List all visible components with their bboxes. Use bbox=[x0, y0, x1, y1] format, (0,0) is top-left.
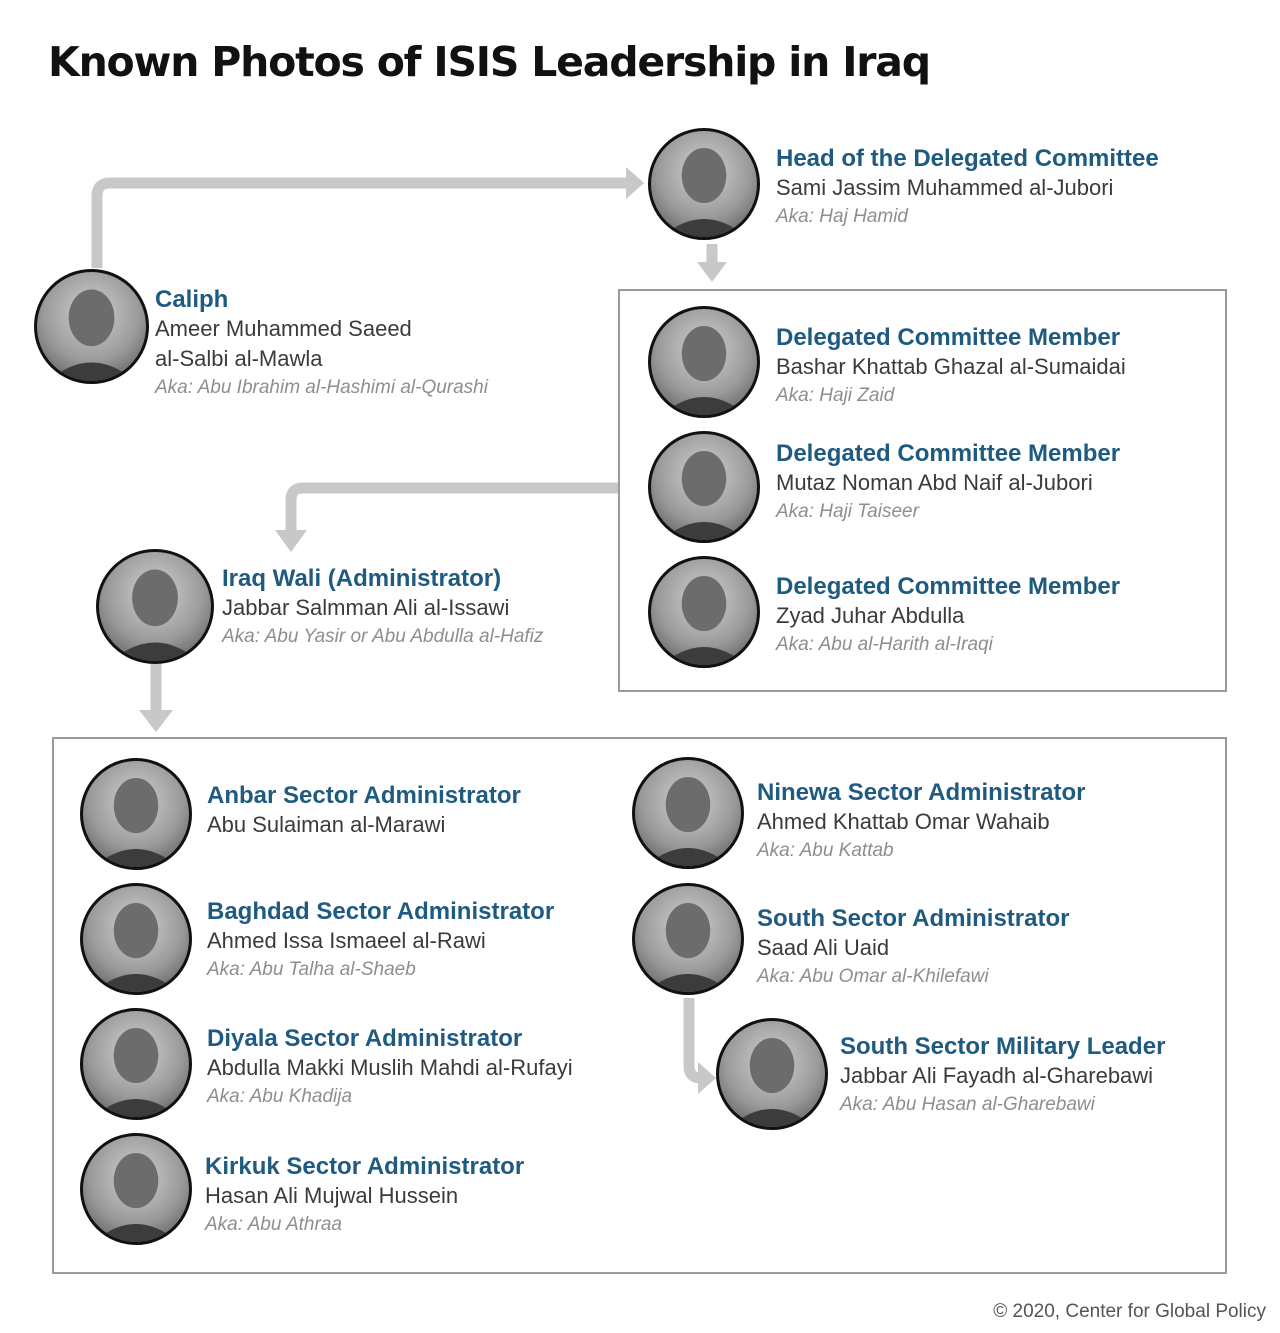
arrowhead-to-committee bbox=[697, 262, 727, 282]
person-name: Jabbar Salmman Ali al-Issawi bbox=[222, 595, 510, 620]
baghdad-photo bbox=[80, 883, 192, 995]
role-label: Kirkuk Sector Administrator bbox=[205, 1153, 525, 1180]
anbar-photo bbox=[80, 758, 192, 870]
portrait-icon bbox=[83, 886, 189, 992]
portrait-icon bbox=[651, 559, 757, 665]
person-name: Bashar Khattab Ghazal al-Sumaidai bbox=[776, 354, 1126, 379]
alias-label: Aka: Abu Athraa bbox=[205, 1214, 342, 1235]
south-photo bbox=[632, 883, 744, 995]
arrow-committee-to-wali bbox=[291, 488, 619, 532]
portrait-icon bbox=[651, 131, 757, 237]
arrow-caliph-to-head bbox=[97, 183, 628, 268]
head-committee-card bbox=[776, 144, 1159, 231]
member-2-photo bbox=[648, 431, 760, 543]
portrait-icon bbox=[635, 886, 741, 992]
arrowhead-to-head bbox=[626, 167, 644, 199]
alias-label: Aka: Haji Zaid bbox=[776, 385, 895, 406]
role-label: Delegated Committee Member bbox=[776, 573, 1121, 600]
person-name: Sami Jassim Muhammed al-Jubori bbox=[776, 175, 1114, 200]
role-label: South Sector Administrator bbox=[757, 905, 1070, 932]
alias-label: Aka: Abu Omar al-Khilefawi bbox=[757, 966, 989, 987]
caliph-card bbox=[155, 285, 488, 402]
south-card bbox=[757, 904, 1069, 991]
role-label: Anbar Sector Administrator bbox=[207, 782, 521, 809]
diyala-photo bbox=[80, 1008, 192, 1120]
south-military-photo bbox=[716, 1018, 828, 1130]
member-3-card bbox=[776, 572, 1120, 659]
iraq-wali-card bbox=[222, 564, 543, 651]
portrait-icon bbox=[651, 434, 757, 540]
person-name: Saad Ali Uaid bbox=[757, 935, 890, 960]
person-name: Mutaz Noman Abd Naif al-Jubori bbox=[776, 470, 1093, 495]
person-name: Ahmed Issa Ismaeel al-Rawi bbox=[207, 928, 486, 953]
alias-label: Aka: Haj Hamid bbox=[776, 206, 908, 227]
alias-label: Aka: Haji Taiseer bbox=[776, 501, 919, 522]
person-name: Jabbar Ali Fayadh al-Gharebawi bbox=[840, 1063, 1154, 1088]
person-name: Abu Sulaiman al-Marawi bbox=[207, 812, 446, 837]
alias-label: Aka: Abu Yasir or Abu Abdulla al-Hafiz bbox=[222, 626, 544, 647]
person-name: Hasan Ali Mujwal Hussein bbox=[205, 1183, 459, 1208]
alias-label: Aka: Abu Ibrahim al-Hashimi al-Qurashi bbox=[155, 377, 488, 398]
member-1-photo bbox=[648, 306, 760, 418]
member-3-photo bbox=[648, 556, 760, 668]
portrait-icon bbox=[83, 761, 189, 867]
diyala-card bbox=[207, 1024, 573, 1111]
role-label: Caliph bbox=[155, 286, 229, 313]
alias-label: Aka: Abu Kattab bbox=[757, 840, 894, 861]
kirkuk-card bbox=[205, 1152, 524, 1239]
arrowhead-to-wali bbox=[275, 530, 307, 552]
role-label: Diyala Sector Administrator bbox=[207, 1025, 523, 1052]
role-label: Head of the Delegated Committee bbox=[776, 145, 1159, 172]
member-1-card bbox=[776, 323, 1126, 410]
kirkuk-photo bbox=[80, 1133, 192, 1245]
baghdad-card bbox=[207, 897, 554, 984]
portrait-icon bbox=[635, 760, 741, 866]
role-label: Baghdad Sector Administrator bbox=[207, 898, 555, 925]
portrait-icon bbox=[83, 1011, 189, 1117]
role-label: Delegated Committee Member bbox=[776, 440, 1121, 467]
portrait-icon bbox=[651, 309, 757, 415]
caliph-photo bbox=[34, 269, 149, 384]
role-label: Delegated Committee Member bbox=[776, 324, 1121, 351]
ninewa-photo bbox=[632, 757, 744, 869]
role-label: South Sector Military Leader bbox=[840, 1033, 1166, 1060]
south-military-card bbox=[840, 1032, 1165, 1119]
role-label: Ninewa Sector Administrator bbox=[757, 779, 1086, 806]
anbar-card bbox=[207, 781, 521, 840]
portrait-icon bbox=[83, 1136, 189, 1242]
copyright-footer: © 2020, Center for Global Policy bbox=[993, 1301, 1266, 1322]
ninewa-card bbox=[757, 778, 1086, 865]
portrait-icon bbox=[719, 1021, 825, 1127]
page-title: Known Photos of ISIS Leadership in Iraq bbox=[48, 38, 930, 86]
person-name: Ahmed Khattab Omar Wahaib bbox=[757, 809, 1050, 834]
head-committee-photo bbox=[648, 128, 760, 240]
person-name: Ameer Muhammed Saeed bbox=[155, 316, 412, 341]
person-name: Zyad Juhar Abdulla bbox=[776, 603, 965, 628]
member-2-card bbox=[776, 439, 1120, 526]
alias-label: Aka: Abu Hasan al-Gharebawi bbox=[840, 1094, 1095, 1115]
person-name: Abdulla Makki Muslih Mahdi al-Rufayi bbox=[207, 1055, 573, 1080]
person-name-continued: al-Salbi al-Mawla bbox=[155, 346, 323, 371]
alias-label: Aka: Abu al-Harith al-Iraqi bbox=[776, 634, 993, 655]
iraq-wali-photo bbox=[96, 549, 214, 664]
alias-label: Aka: Abu Talha al-Shaeb bbox=[207, 959, 416, 980]
alias-label: Aka: Abu Khadija bbox=[207, 1086, 353, 1107]
role-label: Iraq Wali (Administrator) bbox=[222, 565, 502, 592]
portrait-icon bbox=[37, 272, 146, 381]
arrowhead-to-sectors bbox=[139, 710, 173, 732]
portrait-icon bbox=[99, 552, 211, 661]
